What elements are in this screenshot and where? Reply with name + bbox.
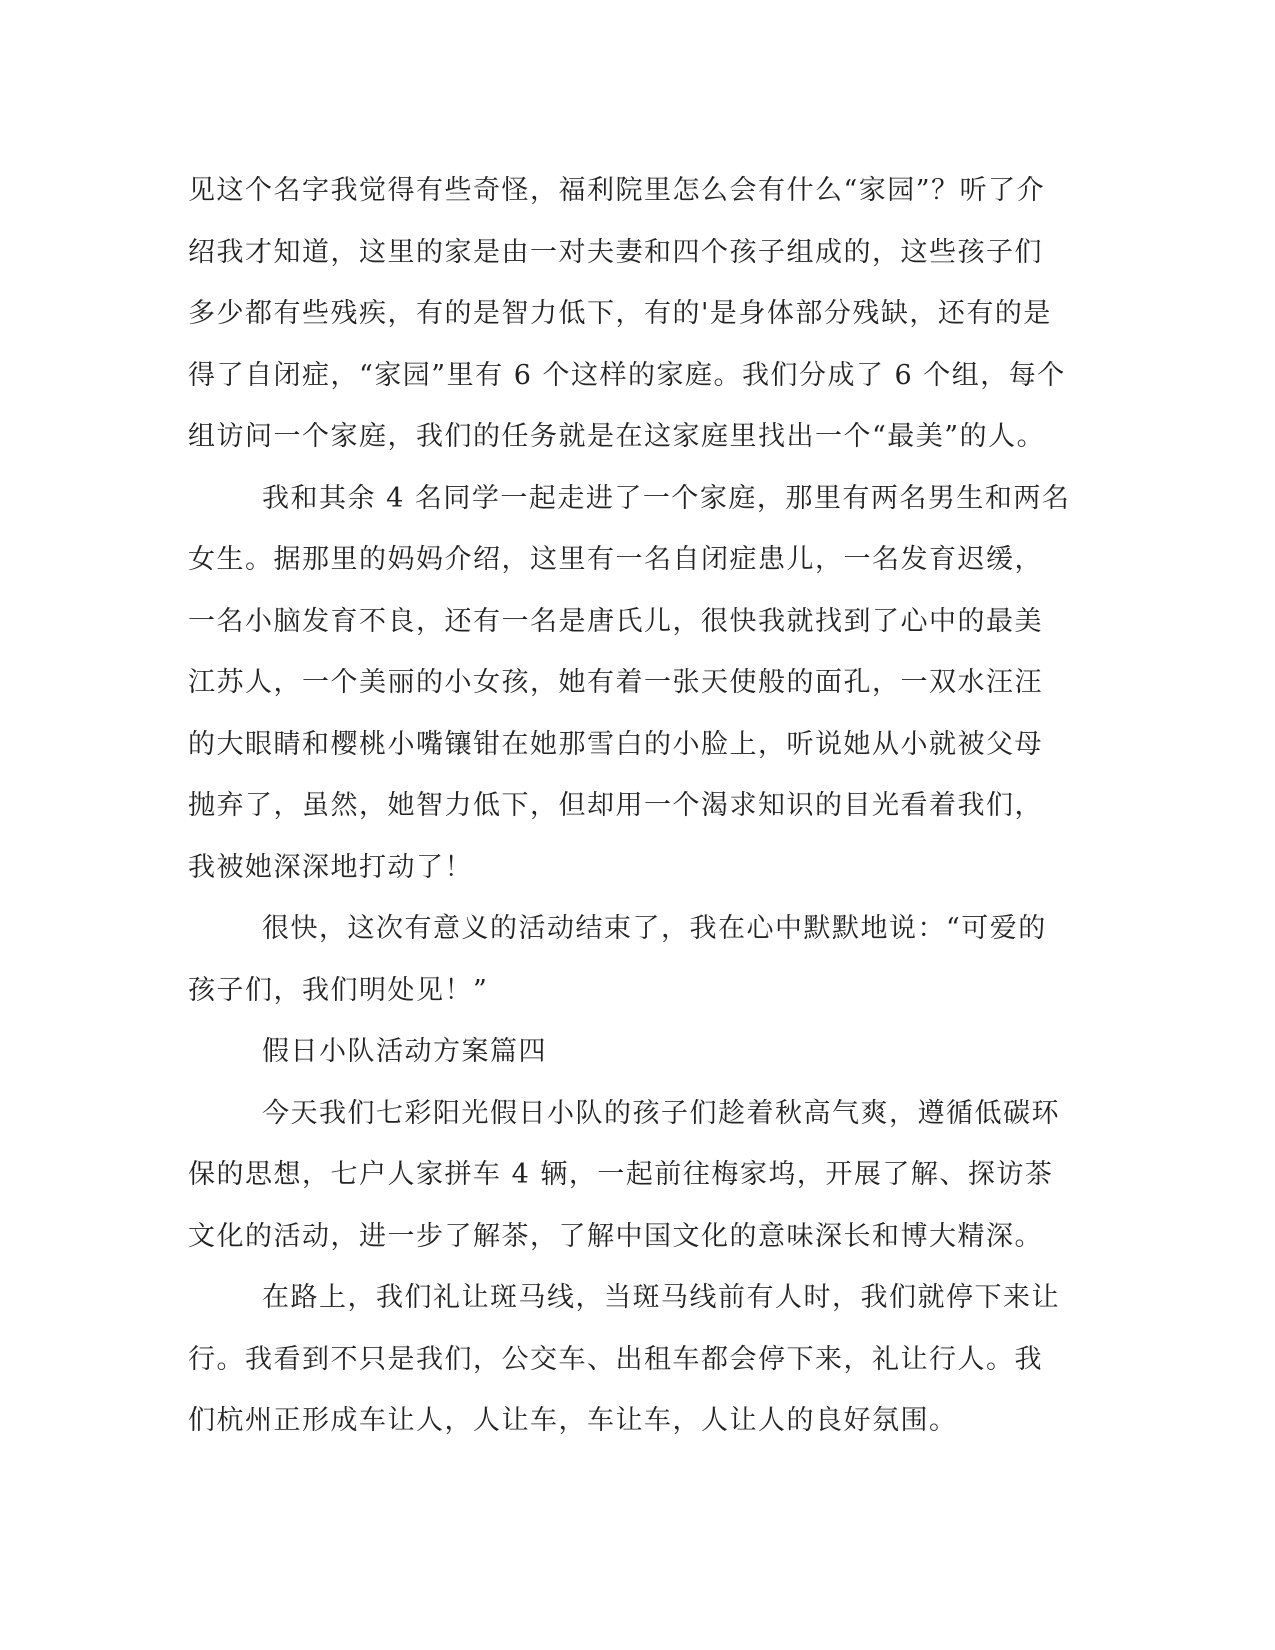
text-line: 很快，这次有意义的活动结束了，我在心中默默地说：“可爱的: [262, 913, 1047, 944]
text-line: 保的思想，七户人家拼车 4 辆，一起前往梅家坞，开展了解、探访茶: [188, 1159, 1054, 1190]
text-line: 江苏人，一个美丽的小女孩，她有着一张天使般的面孔，一双水汪汪: [188, 667, 1043, 698]
text-line: 抛弃了，虽然，她智力低下，但却用一个渴求知识的目光看着我们，: [188, 790, 1043, 821]
paragraph: [188, 1267, 1088, 1452]
text-line: 们杭州正形成车让人，人让车，车让车，人让人的良好氛围。: [188, 1405, 958, 1436]
document-body: [188, 160, 1088, 1452]
text-line: 我和其余 4 名同学一起走进了一个家庭，那里有两名男生和两名: [262, 482, 1071, 514]
text-line: 组访问一个家庭，我们的任务就是在这家庭里找出一个“最美”的人。: [188, 421, 1046, 452]
text-line: 见这个名字我觉得有些奇怪，福利院里怎么会有什么“家园”？听了介: [188, 175, 1046, 206]
paragraph: [188, 898, 1088, 1021]
text-line: 在路上，我们礼让斑马线，当斑马线前有人时，我们就停下来让: [262, 1282, 1060, 1313]
text-line: 今天我们七彩阳光假日小队的孩子们趁着秋高气爽，遵循低碳环: [262, 1097, 1060, 1129]
section-heading: [188, 1021, 1088, 1083]
text-line: 得了自闭症，“家园”里有 6 个这样的家庭。我们分成了 6 个组，每个: [188, 359, 1066, 391]
paragraph: [188, 1083, 1088, 1268]
text-line: 一名小脑发育不良，还有一名是唐氏儿，很快我就找到了心中的最美: [188, 605, 1043, 637]
text-line: 多少都有些残疾，有的是智力低下，有的'是身体部分残缺，还有的是: [188, 298, 1052, 329]
text-line: 女生。据那里的妈妈介绍，这里有一名自闭症患儿，一名发育迟缓，: [188, 544, 1043, 575]
text-line: 孩子们，我们明处见！”: [188, 974, 489, 1006]
text-line: 文化的活动，进一步了解茶，了解中国文化的意味深长和博大精深。: [188, 1220, 1043, 1252]
text-line: 绍我才知道，这里的家是由一对夫妻和四个孩子组成的，这些孩子们: [188, 236, 1043, 268]
paragraph: [188, 468, 1088, 899]
text-line: 行。我看到不只是我们，公交车、出租车都会停下来，礼让行人。我: [188, 1343, 1043, 1375]
text-line: 的大眼睛和樱桃小嘴镶钳在她那雪白的小脸上，听说她从小就被父母: [188, 728, 1043, 760]
heading-line: 假日小队活动方案篇四: [262, 1036, 547, 1067]
paragraph-continuation: [188, 160, 1088, 468]
text-line: 我被她深深地打动了！: [188, 851, 473, 883]
